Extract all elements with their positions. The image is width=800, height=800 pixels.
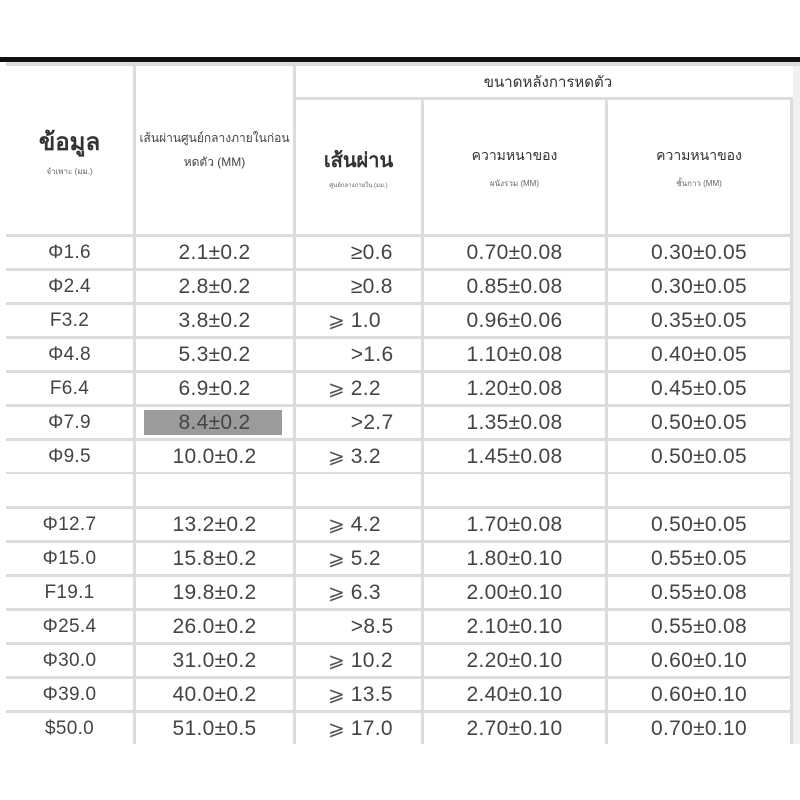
cell-after xyxy=(296,271,421,302)
header-glue-sub: ชั้นกาว (MM) xyxy=(676,178,722,188)
cell-before xyxy=(136,407,293,438)
cell-glue xyxy=(608,237,790,268)
cell-before-text: 8.4±0.2 xyxy=(178,410,251,434)
blank-row-wall xyxy=(424,474,605,506)
cell-wall xyxy=(424,577,605,608)
cell-after-text: 17.0 xyxy=(350,716,393,740)
cell-wall xyxy=(424,543,605,574)
cell-after-text: 1.0 xyxy=(350,308,381,332)
cell-after xyxy=(296,611,421,642)
cell-glue-text: 0.70±0.10 xyxy=(651,716,747,740)
cell-wall-text: 2.70±0.10 xyxy=(466,716,563,740)
cell-after-text: 10.2 xyxy=(350,648,393,672)
cell-glue xyxy=(608,407,790,438)
cell-wall xyxy=(424,713,605,744)
cell-glue-text: 0.60±0.10 xyxy=(651,648,747,672)
cell-glue xyxy=(608,509,790,540)
cell-before-text: 26.0±0.2 xyxy=(172,614,257,638)
cell-glue-text: 0.55±0.08 xyxy=(651,614,747,638)
header-wall-sub: ผนังรวม (MM) xyxy=(489,178,539,188)
cell-spec-text: Φ2.4 xyxy=(48,275,91,297)
header-diameter-title: เส้นผ่าน xyxy=(323,150,394,172)
cell-wall xyxy=(424,407,605,438)
blank-row-glue xyxy=(608,474,790,506)
header-diameter-sub: ศูนย์กลางภายใน (มม.) xyxy=(329,183,388,189)
right-edge-strip xyxy=(793,66,800,744)
cell-wall-text: 1.20±0.08 xyxy=(466,376,563,400)
cell-before xyxy=(136,373,293,404)
ge-symbol-icon: ⩾ xyxy=(328,310,345,332)
cell-before xyxy=(136,339,293,370)
cell-before xyxy=(136,645,293,676)
cell-after xyxy=(296,509,421,540)
cell-after-text: 13.5 xyxy=(350,682,393,706)
header-spec-sub: จำเพาะ (มม.) xyxy=(46,167,93,176)
cell-spec-text: Φ39.0 xyxy=(42,683,97,705)
cell-wall xyxy=(424,339,605,370)
ge-symbol-icon: ⩾ xyxy=(328,684,345,706)
cell-spec xyxy=(6,441,133,472)
header-spec xyxy=(6,66,133,234)
cell-after-text: 4.2 xyxy=(350,512,381,536)
header-wall xyxy=(424,100,605,234)
cell-before xyxy=(136,441,293,472)
cell-glue xyxy=(608,373,790,404)
cell-spec-text: Φ30.0 xyxy=(42,649,97,671)
cell-after xyxy=(296,339,421,370)
cell-wall xyxy=(424,305,605,336)
cell-spec-text: Φ9.5 xyxy=(48,445,91,467)
cell-glue-text: 0.60±0.10 xyxy=(651,682,747,706)
cell-spec xyxy=(6,611,133,642)
header-spec-title: ข้อมูล xyxy=(38,129,101,156)
cell-spec xyxy=(6,543,133,574)
cell-wall-text: 2.00±0.10 xyxy=(466,580,563,604)
cell-before-text: 2.8±0.2 xyxy=(178,274,251,298)
cell-glue-text: 0.55±0.08 xyxy=(651,580,747,604)
cell-after xyxy=(296,577,421,608)
cell-wall xyxy=(424,509,605,540)
cell-spec-text: F6.4 xyxy=(49,377,90,399)
cell-after-text: 5.2 xyxy=(350,546,381,570)
blank-row-before xyxy=(136,474,293,506)
cell-wall-text: 1.70±0.08 xyxy=(466,512,563,536)
cell-spec xyxy=(6,373,133,404)
cell-spec-text: F3.2 xyxy=(49,309,90,331)
cell-after-text: ≥0.8 xyxy=(350,274,393,298)
cell-wall-text: 2.10±0.10 xyxy=(466,614,563,638)
cell-spec xyxy=(6,271,133,302)
cell-glue xyxy=(608,543,790,574)
header-before-title: เส้นผ่านศูนย์กลางภายในก่อน xyxy=(139,131,290,145)
cell-glue xyxy=(608,577,790,608)
cell-before-text: 51.0±0.5 xyxy=(172,716,257,740)
cell-wall xyxy=(424,237,605,268)
cell-after-text: 6.3 xyxy=(350,580,381,604)
cell-before xyxy=(136,713,293,744)
cell-spec xyxy=(6,713,133,744)
cell-after xyxy=(296,543,421,574)
cell-glue-text: 0.50±0.05 xyxy=(651,512,747,536)
cell-after-text: 2.2 xyxy=(350,376,381,400)
cell-spec-text: Φ25.4 xyxy=(42,615,97,637)
ge-symbol-icon: ⩾ xyxy=(328,650,345,672)
cell-before-text: 40.0±0.2 xyxy=(172,682,257,706)
cell-after xyxy=(296,441,421,472)
cell-glue-text: 0.40±0.05 xyxy=(651,342,747,366)
cell-before xyxy=(136,679,293,710)
cell-glue-text: 0.45±0.05 xyxy=(651,376,747,400)
cell-after xyxy=(296,305,421,336)
cell-glue xyxy=(608,713,790,744)
cell-after-text: >8.5 xyxy=(350,614,394,638)
cell-glue xyxy=(608,611,790,642)
cell-before xyxy=(136,543,293,574)
cell-before xyxy=(136,305,293,336)
cell-spec-text: Φ7.9 xyxy=(48,411,91,433)
cell-spec xyxy=(6,509,133,540)
cell-spec-text: Φ1.6 xyxy=(48,241,91,263)
cell-spec xyxy=(6,305,133,336)
cell-after xyxy=(296,713,421,744)
cell-wall xyxy=(424,271,605,302)
cell-before-text: 19.8±0.2 xyxy=(172,580,257,604)
cell-before xyxy=(136,611,293,642)
header-before xyxy=(136,66,293,234)
cell-glue xyxy=(608,271,790,302)
ge-symbol-icon: ⩾ xyxy=(328,582,345,604)
cell-spec xyxy=(6,645,133,676)
header-wall-title: ความหนาของ xyxy=(471,146,558,163)
cell-spec xyxy=(6,339,133,370)
cell-spec xyxy=(6,237,133,268)
header-diameter xyxy=(296,100,421,234)
cell-glue xyxy=(608,679,790,710)
cell-before-text: 6.9±0.2 xyxy=(178,376,251,400)
cell-glue xyxy=(608,339,790,370)
cell-wall-text: 2.20±0.10 xyxy=(466,648,563,672)
header-glue-title: ความหนาของ xyxy=(656,146,742,163)
cell-wall-text: 0.70±0.08 xyxy=(466,240,563,264)
ge-symbol-icon: ⩾ xyxy=(328,514,345,536)
cell-spec xyxy=(6,407,133,438)
cell-before xyxy=(136,577,293,608)
cell-glue-text: 0.50±0.05 xyxy=(651,444,747,468)
cell-spec-text: Φ12.7 xyxy=(42,513,97,535)
spec-table xyxy=(6,62,800,744)
cell-spec-text: Φ15.0 xyxy=(42,547,97,569)
ge-symbol-icon: ⩾ xyxy=(328,378,345,400)
cell-after-text: >2.7 xyxy=(350,410,394,434)
cell-spec xyxy=(6,577,133,608)
cell-after-text: 3.2 xyxy=(350,444,381,468)
cell-after xyxy=(296,645,421,676)
cell-before xyxy=(136,271,293,302)
bottom-margin xyxy=(0,744,800,800)
header-before-sub: หดตัว (MM) xyxy=(183,155,246,169)
ge-symbol-icon: ⩾ xyxy=(328,446,345,468)
cell-wall xyxy=(424,611,605,642)
cell-wall-text: 1.10±0.08 xyxy=(466,342,563,366)
cell-spec-text: $50.0 xyxy=(44,717,95,739)
cell-before-text: 5.3±0.2 xyxy=(178,342,251,366)
cell-after-text: >1.6 xyxy=(350,342,394,366)
cell-glue-text: 0.50±0.05 xyxy=(651,410,747,434)
ge-symbol-icon: ⩾ xyxy=(328,718,345,740)
cell-before xyxy=(136,237,293,268)
cell-before xyxy=(136,509,293,540)
cell-wall-text: 2.40±0.10 xyxy=(466,682,563,706)
cell-spec-text: Φ4.8 xyxy=(48,343,91,365)
header-after-group xyxy=(296,66,800,97)
cell-wall-text: 1.80±0.10 xyxy=(466,546,563,570)
cell-glue xyxy=(608,645,790,676)
ge-symbol-icon: ⩾ xyxy=(328,548,345,570)
cell-after-text: ≥0.6 xyxy=(350,240,393,264)
cell-after xyxy=(296,679,421,710)
cell-after xyxy=(296,373,421,404)
cell-wall xyxy=(424,679,605,710)
cell-before-text: 13.2±0.2 xyxy=(172,512,257,536)
cell-glue xyxy=(608,305,790,336)
cell-wall-text: 1.45±0.08 xyxy=(466,444,563,468)
cell-glue xyxy=(608,441,790,472)
cell-wall-text: 0.96±0.06 xyxy=(466,308,563,332)
cell-before-text: 31.0±0.2 xyxy=(172,648,257,672)
cell-spec xyxy=(6,679,133,710)
cell-wall-text: 0.85±0.08 xyxy=(466,274,563,298)
cell-before-text: 15.8±0.2 xyxy=(172,546,257,570)
header-after-group-title: ขนาดหลังการหดตัว xyxy=(483,73,613,91)
cell-after xyxy=(296,407,421,438)
cell-glue-text: 0.30±0.05 xyxy=(651,240,747,264)
cell-after xyxy=(296,237,421,268)
cell-before-text: 10.0±0.2 xyxy=(172,444,257,468)
cell-before-text: 2.1±0.2 xyxy=(178,240,251,264)
cell-glue-text: 0.55±0.05 xyxy=(651,546,747,570)
cell-wall xyxy=(424,373,605,404)
cell-wall xyxy=(424,645,605,676)
blank-row-after xyxy=(296,474,421,506)
cell-wall xyxy=(424,441,605,472)
cell-spec-text: F19.1 xyxy=(44,581,95,603)
cell-glue-text: 0.30±0.05 xyxy=(651,274,747,298)
cell-wall-text: 1.35±0.08 xyxy=(466,410,563,434)
cell-glue-text: 0.35±0.05 xyxy=(651,308,747,332)
cell-before-text: 3.8±0.2 xyxy=(178,308,251,332)
header-glue xyxy=(608,100,790,234)
blank-row-spec xyxy=(6,474,133,506)
